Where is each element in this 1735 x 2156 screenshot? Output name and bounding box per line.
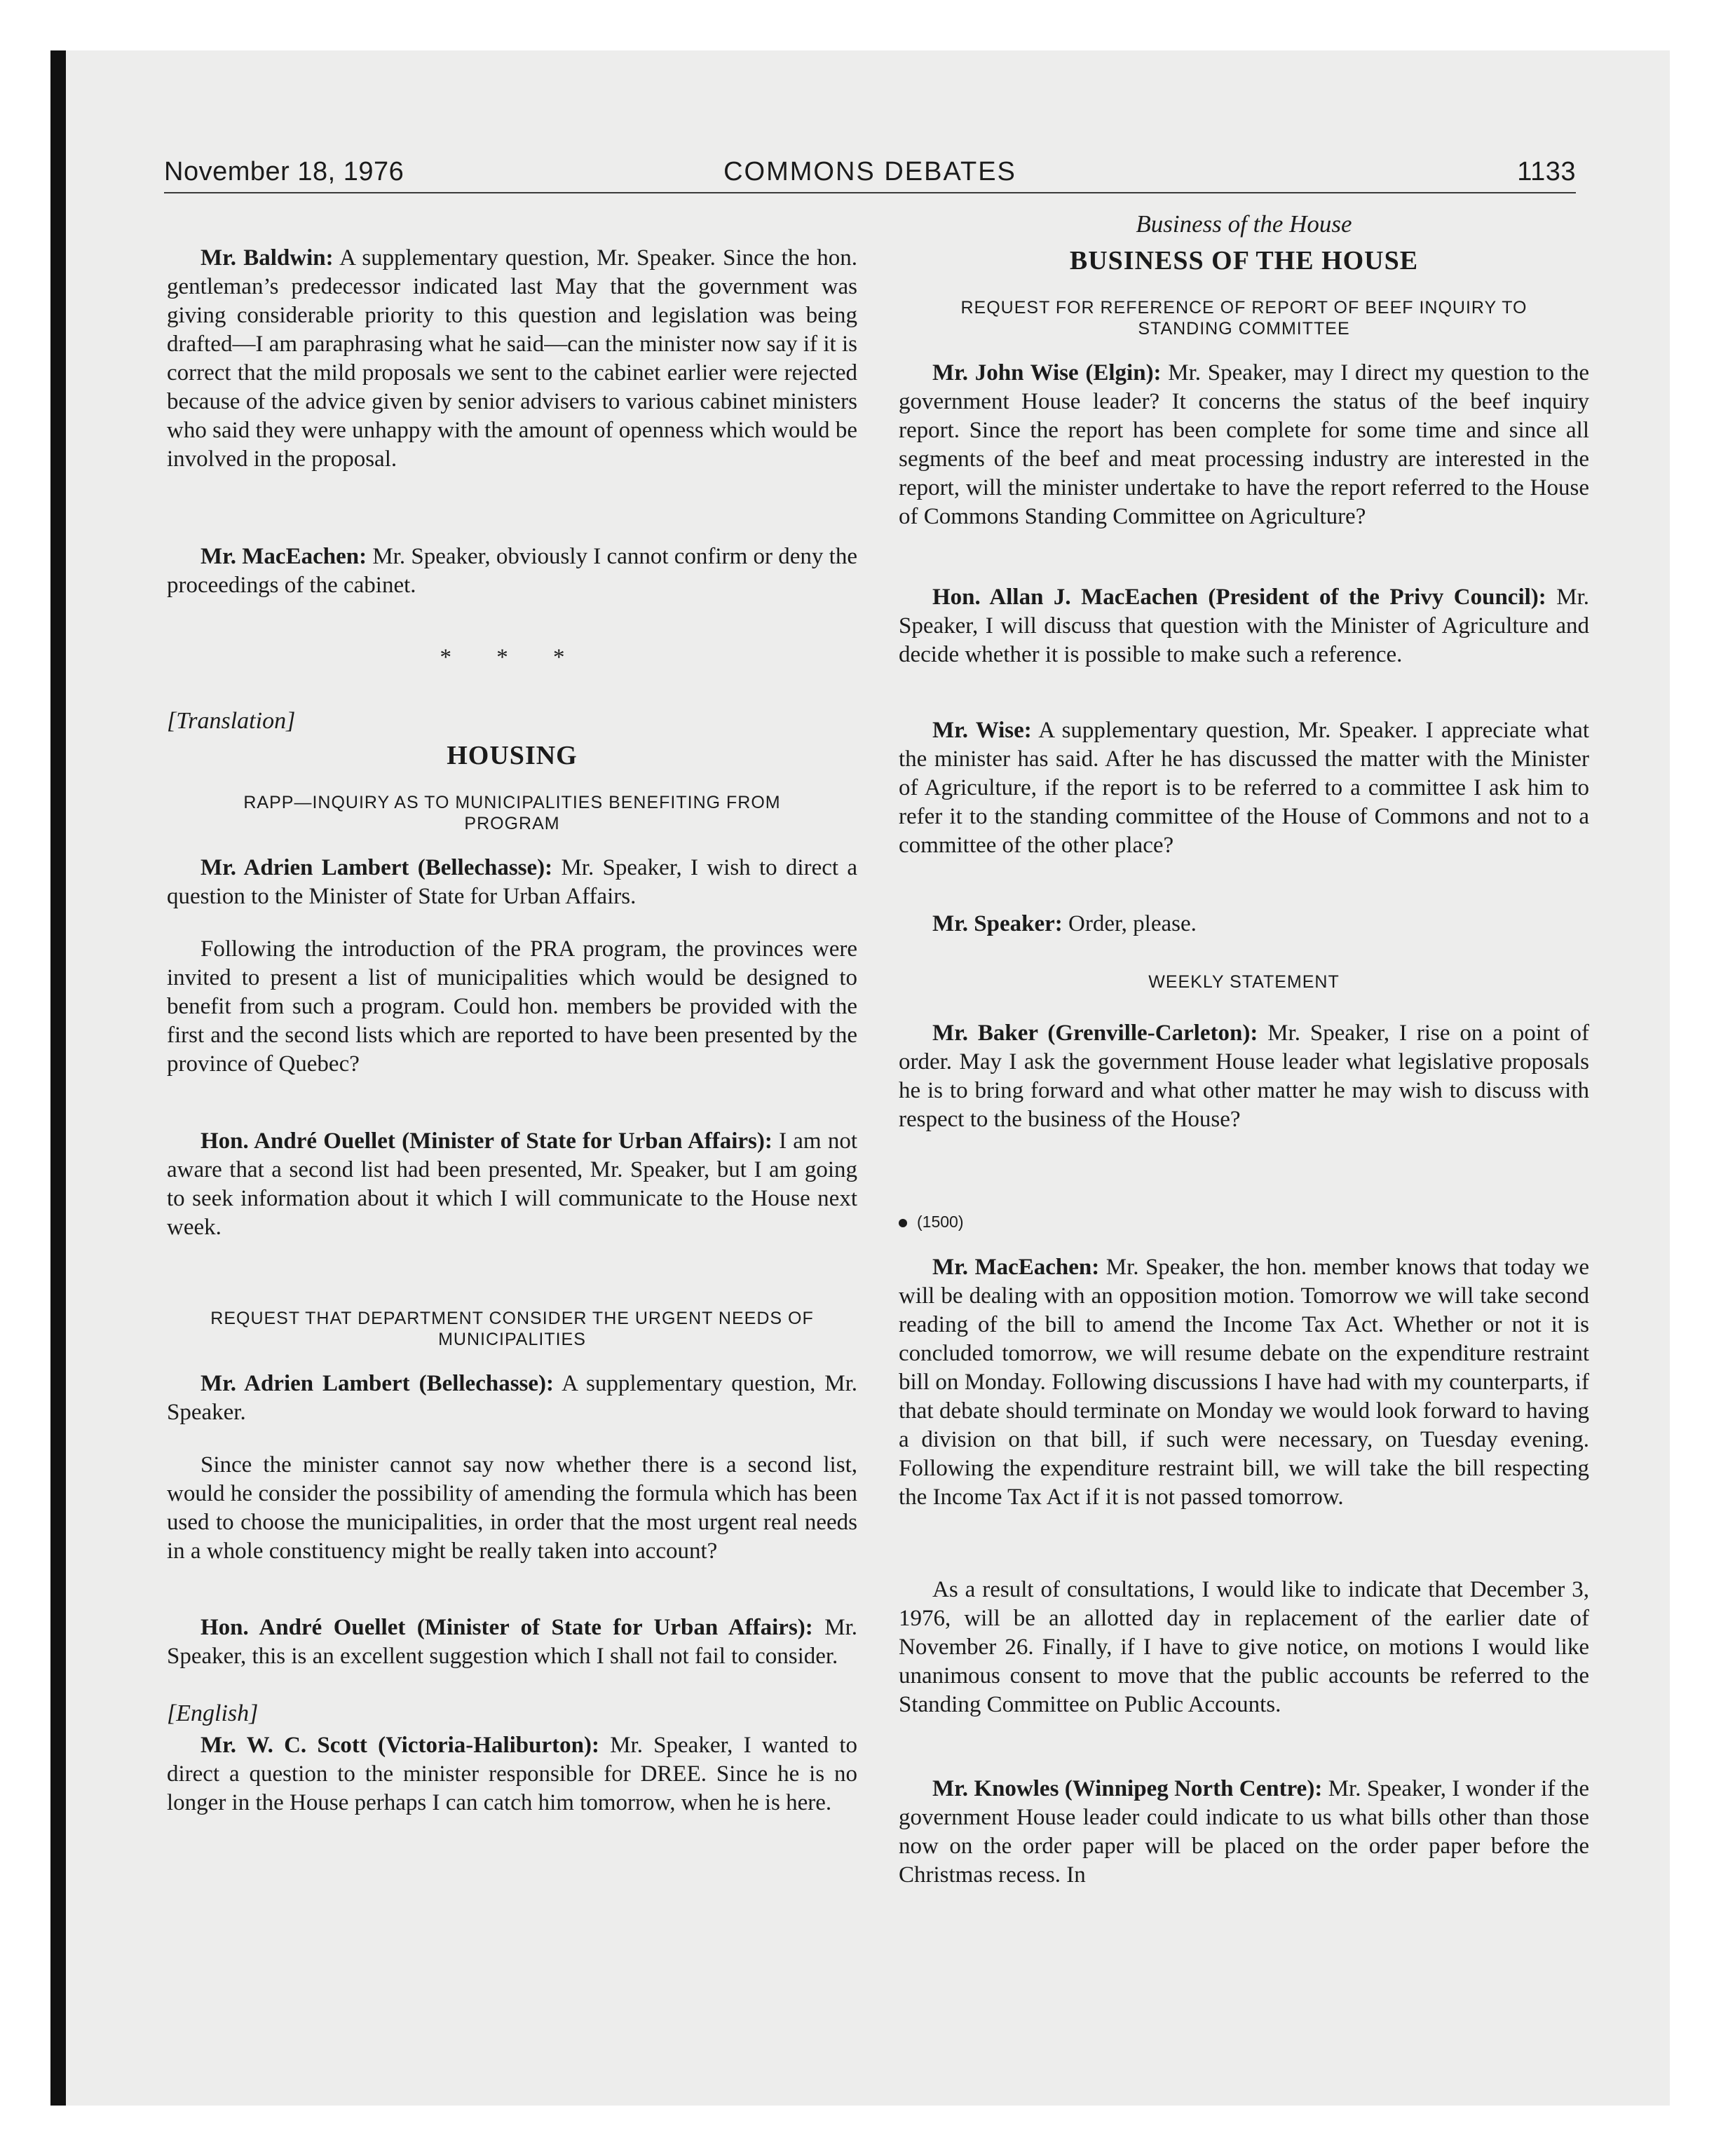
time-marker	[899, 1213, 1589, 1231]
subheading-rapp: RAPP—INQUIRY AS TO MUNICIPALITIES BENEFITING FROM PROGRAM	[243, 793, 781, 833]
scan-edge-shadow	[50, 50, 66, 2106]
speech-text: Mr. Speaker, I rise on a point of order. May I ask the government House leader what legislative proposals he is to bring forward and what other matter he may wish to discuss with respect to the business of the House?	[899, 1021, 1589, 1132]
speech-text: Mr. Speaker, this is an excellent suggestion which I shall not fail to consider.	[167, 1615, 857, 1669]
speaker-name: Mr. Adrien Lambert (Bellechasse):	[200, 855, 553, 880]
paragraph-baker	[899, 1019, 1589, 1134]
paragraph-scott	[167, 1731, 857, 1817]
paragraph-speaker-order	[899, 910, 1589, 939]
speech-text: Mr. Speaker, I wish to direct a question to the Minister of State for Urban Affairs.	[167, 855, 857, 909]
paragraph-maceachen	[167, 543, 857, 600]
paragraph-maceachen-statement	[899, 1253, 1589, 1512]
speaker-name: Mr. Knowles (Winnipeg North Centre):	[932, 1776, 1323, 1801]
section-separator: * * *	[440, 645, 585, 670]
speaker-name: Mr. Adrien Lambert (Bellechasse):	[200, 1371, 554, 1396]
speech-text: Mr. Speaker, I wonder if the government House leader could indicate to us what bills other than those now on the order paper will be placed on the order paper before the Christmas recess. In	[899, 1776, 1590, 1888]
paragraph-wise-1	[899, 359, 1589, 531]
speech-text: Mr. Speaker, may I direct my question to the government House leader? It concerns the status of the beef inquiry report. Since the report has been complete for some time and since all segments of the beef and meat processing industry are interested in the report, will the minister undertake to have the report referred to the House of Commons Standing Committee on Agriculture?	[899, 360, 1589, 529]
speaker-name: Mr. MacEachen:	[932, 1255, 1100, 1280]
header-date: November 18, 1976	[164, 157, 404, 186]
paragraph-wise-2	[899, 716, 1589, 860]
paragraph-maceachen-privy	[899, 583, 1589, 669]
paragraph-ouellet-1	[167, 1127, 857, 1242]
speech-text: I am not aware that a second list had been presented, Mr. Speaker, but I am going to seek information about it which I will communicate to the House next week.	[167, 1128, 857, 1240]
speaker-name: Mr. Baldwin:	[200, 245, 334, 271]
section-running-head: Business of the House	[1136, 210, 1352, 238]
paragraph-baldwin	[167, 244, 857, 474]
speaker-name: Mr. W. C. Scott (Victoria-Haliburton):	[200, 1733, 599, 1758]
paragraph-lambert-1	[167, 854, 857, 911]
heading-housing: HOUSING	[447, 741, 578, 770]
paragraph-ouellet-2	[167, 1613, 857, 1671]
speech-text: A supplementary question, Mr. Speaker. Since the hon. gentleman’s predecessor indicated last May that the government was giving considerable priority to this question and legislation was being drafted—I am paraphrasing what he said—can the minister now say if it is correct that the mild proposals we sent to the cabinet earlier were rejected because of the advice given by senior advisers to various cabinet ministers who said they were unhappy with the amount of openness which would be involved in the proposal.	[167, 245, 857, 472]
speech-text: A supplementary question, Mr. Speaker.	[167, 1371, 857, 1425]
speaker-name: Mr. John Wise (Elgin):	[932, 360, 1162, 386]
translation-tag: [Translation]	[167, 708, 296, 734]
speaker-name: Hon. André Ouellet (Minister of State for Urban Affairs):	[200, 1615, 813, 1640]
subheading-beef-inquiry: REQUEST FOR REFERENCE OF REPORT OF BEEF INQUIRY TO STANDING COMMITTEE	[960, 298, 1528, 339]
speaker-name: Mr. Wise:	[932, 718, 1032, 743]
speech-text: Mr. Speaker, I wanted to direct a question to the minister responsible for DREE. Since he is no longer in the House perhaps I can catch him tomorrow, when he is here.	[167, 1733, 857, 1815]
header-page-number: 1133	[1517, 157, 1576, 186]
subheading-request: REQUEST THAT DEPARTMENT CONSIDER THE URGENT NEEDS OF MUNICIPALITIES	[210, 1309, 814, 1349]
speech-text: Order, please.	[1062, 911, 1197, 936]
paragraph-pra-program: Following the introduction of the PRA program, the provinces were invited to present a list of municipalities which would be designed to benefit from such a program. Could hon. members be provided with the first and the second lists which are reported to have been presented by the province of Quebec?	[167, 936, 857, 1077]
header-title: COMMONS DEBATES	[723, 157, 1016, 186]
heading-business-of-the-house: BUSINESS OF THE HOUSE	[1069, 246, 1419, 275]
english-tag: [English]	[167, 1700, 259, 1726]
speech-text: Mr. Speaker, I will discuss that question with the Minister of Agriculture and decide whether it is possible to make such a reference.	[899, 585, 1589, 667]
time-marker-text: (1500)	[917, 1213, 964, 1231]
speaker-name: Mr. Speaker:	[932, 911, 1063, 936]
bullet-icon	[899, 1219, 907, 1227]
paragraph-consultations: As a result of consultations, I would like to indicate that December 3, 1976, will be an allotted day in replacement of the earlier date of November 26. Finally, if I have to give notice, on motions I would like unanimous consent to move that the public accounts be referred to the Standing Committee on Public Accounts.	[899, 1577, 1589, 1717]
subheading-weekly-statement: WEEKLY STATEMENT	[1148, 972, 1340, 992]
speech-text: Mr. Speaker, obviously I cannot confirm or deny the proceedings of the cabinet.	[167, 544, 857, 598]
paragraph-second-list: Since the minister cannot say now whether there is a second list, would he consider the possibility of amending the formula which has been used to choose the municipalities, in order that the most urgent real needs in a whole constituency might be really taken into account?	[167, 1452, 857, 1564]
page-header	[164, 153, 1576, 193]
speech-text: A supplementary question, Mr. Speaker. I appreciate what the minister has said. After he has discussed the matter with the Minister of Agriculture, if the report is to be referred to a committee I ask him to refer it to the standing committee of the House of Commons and not to a committee of the other place?	[899, 718, 1589, 858]
paragraph-knowles	[899, 1775, 1589, 1890]
speech-text: Mr. Speaker, the hon. member knows that today we will be dealing with an opposition motion. Tomorrow we will take second reading of the bill to amend the Income Tax Act. Whether or not it is concluded tomorrow, we will resume debate on the expenditure restraint bill on Monday. Following discussions I have had with my counterparts, if that debate should terminate on Monday we would look forward to having a division on that bill, if such were necessary, on Tuesday evening. Following the expenditure restraint bill, we will take the bill respecting the Income Tax Act if it is not passed tomorrow.	[899, 1255, 1589, 1510]
speaker-name: Mr. Baker (Grenville-Carleton):	[932, 1021, 1258, 1046]
paragraph-lambert-2	[167, 1370, 857, 1427]
speaker-name: Hon. Allan J. MacEachen (President of the Privy Council):	[932, 585, 1546, 610]
speaker-name: Mr. MacEachen:	[200, 544, 367, 569]
speaker-name: Hon. André Ouellet (Minister of State for Urban Affairs):	[200, 1128, 773, 1154]
